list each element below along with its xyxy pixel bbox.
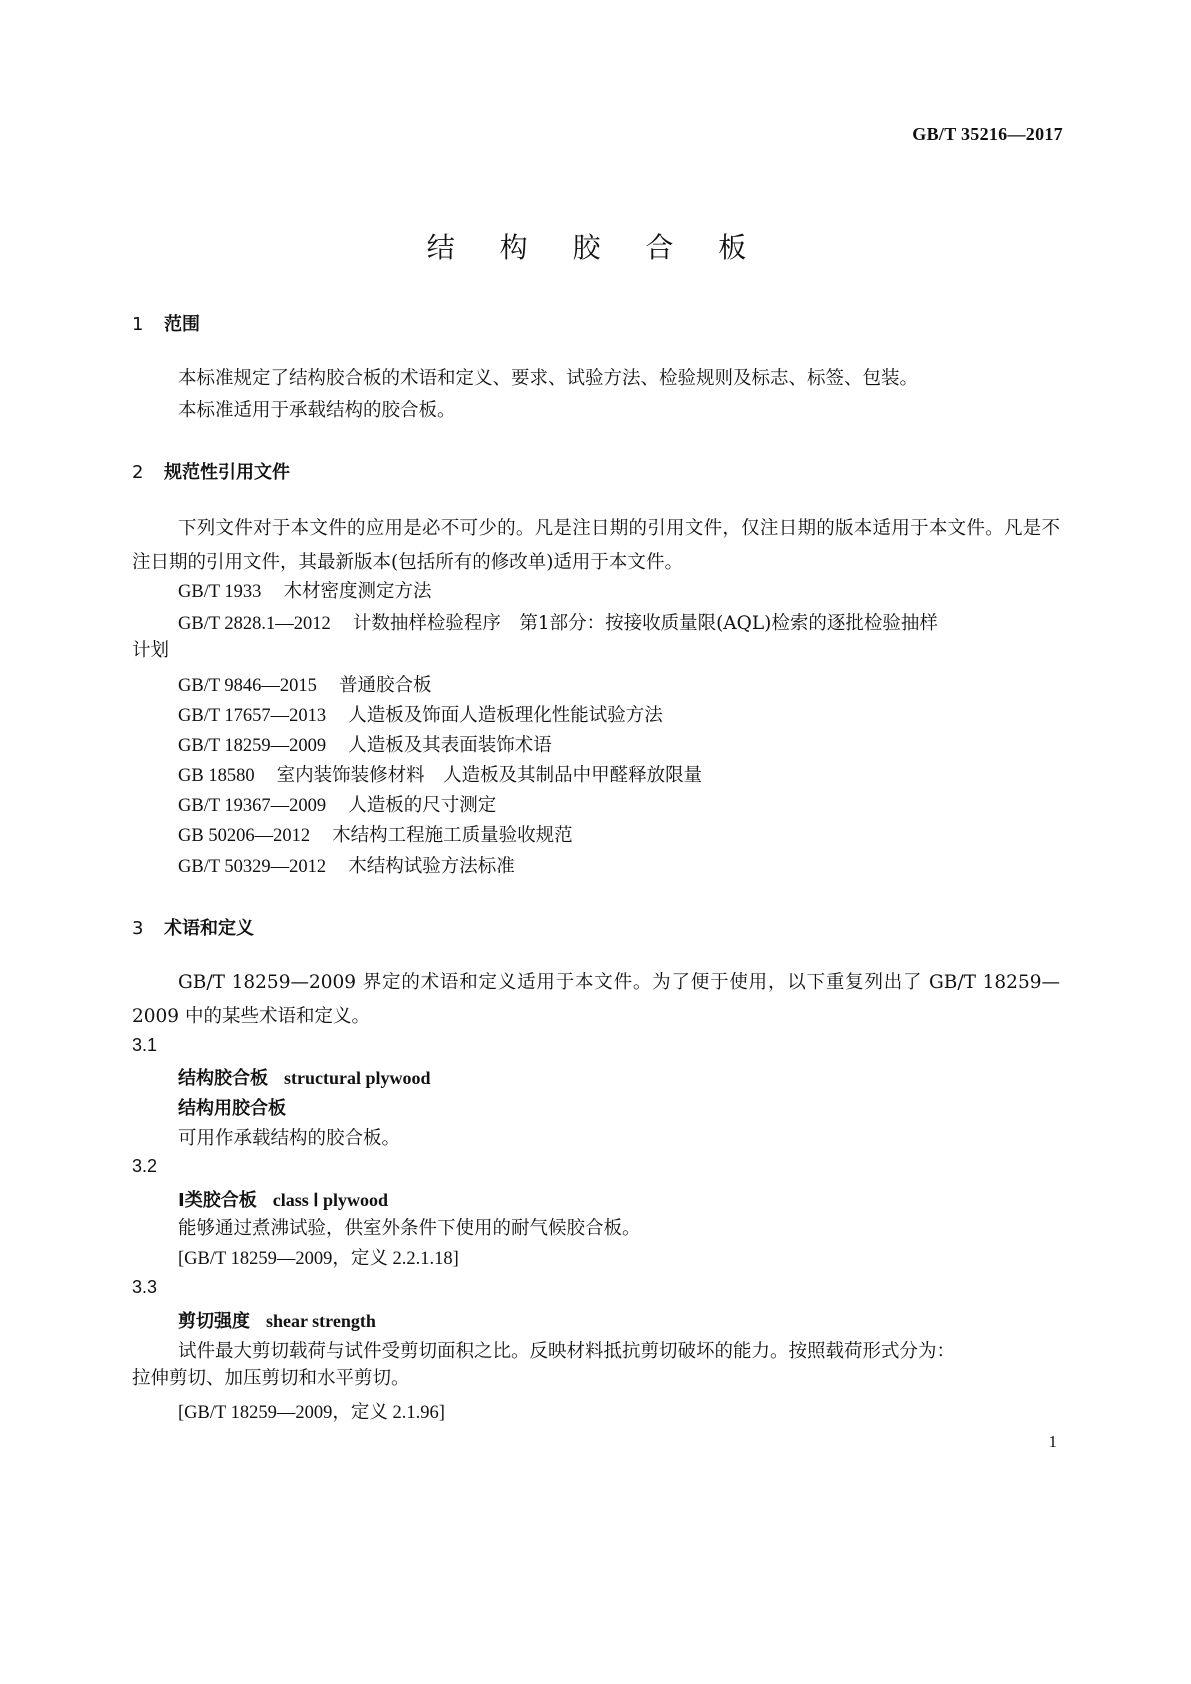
- normative-reference: [178, 852, 515, 878]
- reference-title: 计数抽样检验程序 第1部分：按接收质量限(AQL)检索的逐批检验抽样: [352, 613, 938, 634]
- reference-title: 人造板的尺寸测定: [348, 795, 497, 816]
- document-title: 结 构 胶 合 板: [426, 231, 765, 264]
- term-en: class Ⅰ plywood: [272, 1190, 389, 1210]
- reference-title: 人造板及饰面人造板理化性能试验方法: [348, 705, 663, 726]
- section-number: 2: [132, 462, 144, 483]
- reference-title: 木材密度测定方法: [283, 581, 432, 602]
- normative-reference: [178, 821, 573, 847]
- normative-reference: [178, 577, 431, 603]
- normative-reference: [178, 791, 496, 817]
- reference-code: GB/T 1933: [178, 582, 262, 602]
- term-definition: 能够通过煮沸试验，供室外条件下使用的耐气候胶合板。: [178, 1218, 641, 1239]
- reference-title: 室内装饰装修材料 人造板及其制品中甲醛释放限量: [276, 765, 703, 786]
- reference-code: GB/T 50329—2012: [178, 857, 327, 877]
- normative-reference: [178, 609, 938, 635]
- term-zh: 剪切强度: [178, 1311, 250, 1332]
- reference-code: GB/T 19367—2009: [178, 796, 327, 816]
- reference-code: GB/T 9846—2015: [178, 676, 317, 696]
- section-3-intro: GB/T 18259—2009 界定的术语和定义适用于本文件。为了便于使用，以下重复列出了 GB/T 18259—2009 中的某些术语和定义。: [132, 972, 1060, 1027]
- section-2-intro: 下列文件对于本文件的应用是必不可少的。凡是注日期的引用文件，仅注日期的版本适用于本文件。凡是不注日期的引用文件，其最新版本(包括所有的修改单)适用于本文件。: [132, 518, 1060, 573]
- page-number: 1: [1048, 1432, 1057, 1451]
- section-title: 范围: [164, 314, 200, 335]
- section-title: 术语和定义: [164, 918, 254, 939]
- section-title: 规范性引用文件: [164, 462, 290, 483]
- normative-reference: [178, 701, 663, 727]
- reference-title: 木结构试验方法标准: [348, 856, 515, 877]
- reference-title: 木结构工程施工质量验收规范: [332, 825, 573, 846]
- section-2-heading: [132, 458, 290, 484]
- term-definition: 可用作承载结构的胶合板。: [178, 1128, 401, 1149]
- term-number: 3.2: [132, 1156, 158, 1176]
- reference-title: 普通胶合板: [338, 675, 432, 696]
- reference-title: 人造板及其表面装饰术语: [348, 735, 552, 756]
- term-zh: 结构胶合板: [178, 1068, 268, 1089]
- term-zh: Ⅰ类胶合板: [178, 1190, 257, 1211]
- term-en: shear strength: [266, 1311, 376, 1331]
- reference-code: GB/T 2828.1—2012: [178, 614, 331, 634]
- term-heading: [178, 1307, 376, 1333]
- section-1-heading: [132, 310, 200, 336]
- reference-continuation: 计划: [132, 640, 170, 661]
- standard-code: GB/T 35216—2017: [912, 124, 1063, 144]
- reference-code: GB 50206—2012: [178, 826, 311, 846]
- reference-code: GB/T 18259—2009: [178, 736, 327, 756]
- term-en: structural plywood: [284, 1068, 431, 1088]
- section-number: 1: [132, 314, 144, 335]
- section-3-heading: [132, 914, 254, 940]
- term-source: [GB/T 18259—2009，定义 2.2.1.18]: [178, 1249, 459, 1269]
- term-number: 3.3: [132, 1277, 158, 1297]
- normative-reference: [178, 671, 431, 697]
- term-definition-line-2: 拉伸剪切、加压剪切和水平剪切。: [132, 1368, 410, 1389]
- term-definition-line-1: 试件最大剪切载荷与试件受剪切面积之比。反映材料抵抗剪切破坏的能力。按照载荷形式分为：: [178, 1341, 956, 1362]
- section-1-paragraph-2: 本标准适用于承载结构的胶合板。: [178, 400, 456, 421]
- section-number: 3: [132, 918, 144, 939]
- section-1-paragraph-1: 本标准规定了结构胶合板的术语和定义、要求、试验方法、检验规则及标志、标签、包装。: [178, 368, 919, 389]
- term-alt: 结构用胶合板: [178, 1098, 286, 1119]
- reference-code: GB 18580: [178, 766, 255, 786]
- term-heading: [178, 1186, 388, 1212]
- normative-reference: [178, 761, 702, 787]
- reference-code: GB/T 17657—2013: [178, 706, 327, 726]
- term-heading: [178, 1064, 431, 1090]
- term-source: [GB/T 18259—2009，定义 2.1.96]: [178, 1403, 445, 1423]
- normative-reference: [178, 731, 552, 757]
- term-number: 3.1: [132, 1035, 158, 1055]
